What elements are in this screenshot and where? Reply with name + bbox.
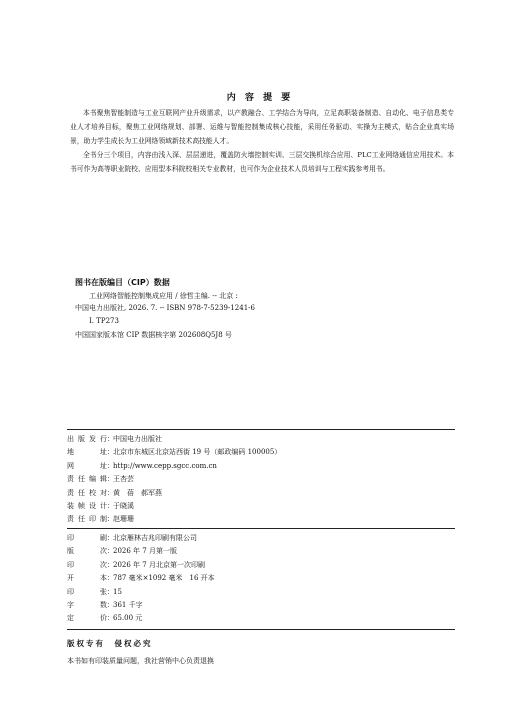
colon-separator: ：: [107, 515, 114, 524]
colon-separator: ：: [107, 488, 114, 497]
cip-line-4: 中国国家版本馆 CIP 数据核字第 202608Q5J8 号: [75, 331, 232, 339]
cip-line-3: Ⅰ. TP273: [89, 317, 119, 325]
publisher-info-row: [67, 433, 455, 445]
rights-title: 版权专有 侵权必究: [67, 639, 153, 648]
colon-separator: ：: [107, 475, 114, 484]
summary-paragraph-1: 本书聚焦智能制造与工业互联网产业升级需求，以产教融合、工学结合为导向，立足高职装备制造、自动化、电子信息类专业人才培养目标，聚焦工业网络规划、部署、运维与智能控制集成核心技能，采用任务驱动、实操为主模式，贴合企业真实场景，助力学生成长为工业网络领域新技术高技能人才。: [70, 109, 454, 145]
colon-separator: ：: [107, 587, 114, 596]
cip-line-1: 工业网络智能控制集成应用 / 徐哲主编. -- 北京 :: [89, 292, 238, 300]
info-value: 于晓溪: [113, 502, 134, 510]
colon-separator: ：: [107, 614, 114, 623]
cip-heading: 图书在版编目（CIP）数据: [75, 278, 170, 287]
colon-separator: ：: [107, 448, 114, 457]
publisher-info-row: [67, 460, 455, 472]
print-info-row: [67, 572, 455, 584]
cip-line-2: 中国电力出版社, 2026. 7. -- ISBN 978-7-5239-1241-6: [75, 304, 255, 312]
info-value: 王杏芸: [113, 475, 134, 484]
colon-separator: ：: [107, 435, 114, 443]
print-info-row: [67, 545, 455, 557]
info-label: 责任编辑: [67, 475, 107, 484]
summary-paragraph-2: 全书分三个项目，内容由浅入深、层层递进，覆盖防火墙控制实训、三层交换机综合应用、PLC工业网络通信应用技术。本书可作为高等职业院校、应用型本科院校相关专业教材，也可作为企业技术人员培训与工程实践参考用书。: [70, 151, 454, 173]
info-label: 责任校对: [67, 488, 107, 497]
info-value: 15: [113, 587, 122, 596]
info-label: 出版发行: [67, 435, 107, 443]
info-label: 字 数: [67, 601, 107, 609]
publisher-info-row: [67, 446, 455, 458]
publisher-info-row: [67, 500, 455, 512]
info-value: 361 千字: [113, 601, 143, 609]
publisher-info-row: [67, 473, 455, 485]
print-info-row: [67, 612, 455, 624]
info-label: 印 张: [67, 587, 107, 596]
info-label: 网 址: [67, 461, 107, 470]
info-label: 版 次: [67, 547, 107, 556]
info-value: http://www.cepp.sgcc.com.cn: [113, 461, 217, 470]
info-value: 中国电力出版社: [113, 435, 162, 443]
print-info-row: [67, 586, 455, 598]
info-value: 787 毫米×1092 毫米 16 开本: [113, 574, 215, 583]
info-value: 北京雁林吉兆印刷有限公司: [113, 534, 197, 542]
summary-title: 内 容 提 要: [226, 93, 294, 103]
divider-bottom: [67, 629, 455, 630]
info-value: 赵珊珊: [113, 515, 134, 524]
colon-separator: ：: [107, 547, 114, 556]
rights-note: 本书如有印装质量问题，我社营销中心负责退换: [67, 657, 214, 665]
divider-top: [67, 429, 455, 430]
divider-middle: [67, 528, 455, 529]
print-info-row: [67, 599, 455, 611]
info-value: 黄 蓓 郝军燕: [113, 488, 162, 497]
colon-separator: ：: [107, 461, 114, 470]
info-label: 定 价: [67, 614, 107, 623]
info-label: 责任印制: [67, 515, 107, 524]
info-label: 装帧设计: [67, 502, 107, 510]
info-label: 印 刷: [67, 534, 107, 542]
print-info-row: [67, 559, 455, 571]
info-value: 北京市东城区北京站西街 19 号（邮政编码 100005）: [113, 448, 282, 457]
info-value: 2026 年 7 月第一版: [113, 547, 177, 556]
info-label: 地 址: [67, 448, 107, 457]
info-value: 2026 年 7 月北京第一次印刷: [113, 560, 205, 569]
publisher-info-row: [67, 487, 455, 499]
info-value: 65.00 元: [113, 614, 143, 623]
colon-separator: ：: [107, 601, 114, 609]
colon-separator: ：: [107, 574, 114, 583]
colon-separator: ：: [107, 502, 114, 510]
print-info-row: [67, 532, 455, 544]
info-label: 印 次: [67, 560, 107, 569]
colon-separator: ：: [107, 560, 114, 569]
publisher-info-row: [67, 513, 455, 525]
info-label: 开 本: [67, 574, 107, 583]
colon-separator: ：: [107, 534, 114, 542]
